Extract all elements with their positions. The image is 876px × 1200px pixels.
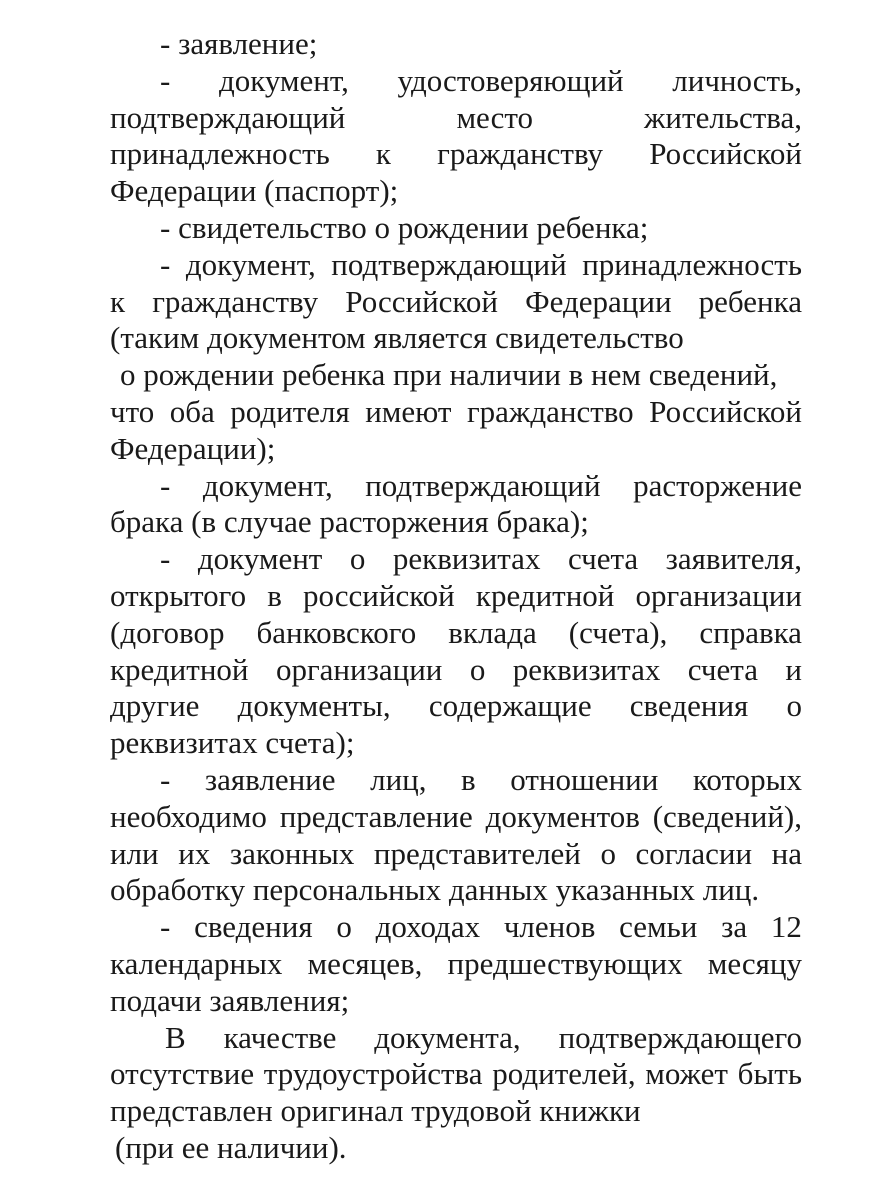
document-page: [110, 26, 802, 1167]
word: -: [160, 246, 171, 282]
word: счета: [687, 651, 758, 687]
word: личность,: [672, 62, 802, 98]
word: Федерации: [525, 283, 672, 319]
word: месяцу: [707, 945, 802, 981]
word: сведения: [629, 688, 749, 724]
text-line: [110, 762, 802, 799]
text-line: [110, 836, 802, 873]
word: банковского: [256, 614, 417, 650]
word: подтверждающий: [331, 246, 567, 282]
word: в: [461, 761, 476, 797]
word: месяцев,: [307, 945, 423, 981]
word: о: [336, 909, 352, 945]
text-line: - свидетельство о рождении ребенка;: [160, 209, 649, 245]
word: Российской: [649, 136, 802, 172]
word: согласии: [635, 835, 753, 871]
word: трудоустройства: [263, 1056, 483, 1092]
word: документ: [197, 541, 323, 577]
word: о: [349, 541, 366, 577]
word: быть: [737, 1056, 802, 1092]
word: (счета),: [568, 614, 668, 650]
word: подтверждающего: [558, 1019, 802, 1055]
word: или: [110, 835, 159, 871]
word: российской: [302, 577, 455, 613]
text-line: [110, 946, 802, 983]
word: 12: [770, 909, 802, 945]
text-line: подачи заявления;: [110, 982, 350, 1018]
text-line: реквизитах счета);: [110, 725, 355, 761]
word: за: [721, 909, 748, 945]
word: счета: [567, 541, 639, 577]
word: имеют: [365, 393, 452, 429]
word: -: [160, 62, 171, 98]
word: документа,: [374, 1019, 521, 1055]
word: документы,: [237, 688, 391, 724]
word: документ,: [202, 467, 333, 503]
word: организации: [275, 651, 443, 687]
word: принадлежность: [582, 246, 802, 282]
text-line: представлен оригинал трудовой книжки: [110, 1093, 641, 1129]
word: документ,: [218, 62, 349, 98]
word: что: [110, 393, 155, 429]
word: открытого: [110, 577, 247, 613]
word: заявителя,: [665, 541, 802, 577]
word: Российской: [345, 283, 498, 319]
word: подтверждающий: [365, 467, 601, 503]
text-line: [110, 100, 802, 137]
word: организации: [635, 577, 802, 613]
word: может: [645, 1056, 728, 1092]
word: другие: [110, 688, 200, 724]
text-line: [110, 652, 802, 689]
text-line: обработку персональных данных указанных лиц.: [110, 872, 760, 908]
word: к: [110, 283, 126, 319]
word: Российской: [649, 393, 802, 429]
text-line: [110, 136, 802, 173]
text-line: [110, 578, 802, 615]
text-line: [110, 615, 802, 652]
text-line: о рождении ребенка при наличии в нем сведений,: [120, 357, 778, 393]
word: место: [456, 99, 533, 135]
text-line: [110, 1056, 802, 1093]
word: подтверждающий: [110, 99, 346, 135]
word: В: [165, 1019, 186, 1055]
text-line: [110, 247, 802, 284]
word: отношении: [510, 761, 659, 797]
word: гражданство: [466, 393, 634, 429]
word: доходах: [375, 909, 481, 945]
word: гражданству: [152, 283, 319, 319]
text-line: [110, 799, 802, 836]
word: (сведений),: [652, 798, 802, 834]
word: о: [469, 651, 486, 687]
word: родителя: [230, 393, 350, 429]
word: лиц,: [370, 761, 427, 797]
word: календарных: [110, 945, 283, 981]
word: расторжение: [633, 467, 802, 503]
text-line: [110, 468, 802, 505]
text-line: [110, 1020, 802, 1057]
word: заявление: [204, 761, 336, 797]
word: удостоверяющий: [397, 62, 624, 98]
word: кредитной: [110, 651, 249, 687]
word: к: [375, 136, 391, 172]
word: родителей,: [492, 1056, 636, 1092]
text-line: [110, 394, 802, 431]
word: документ,: [185, 246, 316, 282]
word: законных: [229, 835, 355, 871]
word: которых: [692, 761, 802, 797]
word: документов: [485, 798, 640, 834]
word: о: [786, 688, 802, 724]
text-line: [110, 688, 802, 725]
text-line: Федерации);: [110, 430, 276, 466]
word: -: [160, 761, 171, 797]
text-line: (таким документом является свидетельство: [110, 320, 684, 356]
text-line: [110, 284, 802, 321]
word: предшествующих: [447, 945, 683, 981]
word: ребенка: [698, 283, 802, 319]
word: отсутствие: [110, 1056, 255, 1092]
word: реквизитах: [512, 651, 661, 687]
word: сведения: [194, 909, 313, 945]
word: их: [178, 835, 211, 871]
word: представление: [279, 798, 473, 834]
word: и: [785, 651, 802, 687]
word: качестве: [223, 1019, 337, 1055]
word: на: [771, 835, 802, 871]
text-line: [110, 909, 802, 946]
word: принадлежность: [110, 136, 330, 172]
text-line: (при ее наличии).: [115, 1129, 347, 1165]
word: вклада: [448, 614, 537, 650]
word: реквизитах: [392, 541, 541, 577]
word: членов: [503, 909, 596, 945]
text-line: [110, 541, 802, 578]
word: гражданству: [437, 136, 604, 172]
word: жительства,: [644, 99, 802, 135]
word: содержащие: [428, 688, 592, 724]
word: -: [160, 467, 171, 503]
word: семьи: [619, 909, 698, 945]
word: -: [160, 541, 171, 577]
word: -: [160, 909, 171, 945]
word: оба: [169, 393, 215, 429]
text-line: [110, 63, 802, 100]
word: в: [267, 577, 282, 613]
word: справка: [699, 614, 802, 650]
text-line: Федерации (паспорт);: [110, 173, 399, 209]
text-line: брака (в случае расторжения брака);: [110, 504, 589, 540]
word: представителей: [373, 835, 581, 871]
text-line: - заявление;: [160, 26, 318, 61]
word: о: [600, 835, 616, 871]
word: (договор: [110, 614, 225, 650]
word: необходимо: [110, 798, 267, 834]
word: кредитной: [475, 577, 615, 613]
